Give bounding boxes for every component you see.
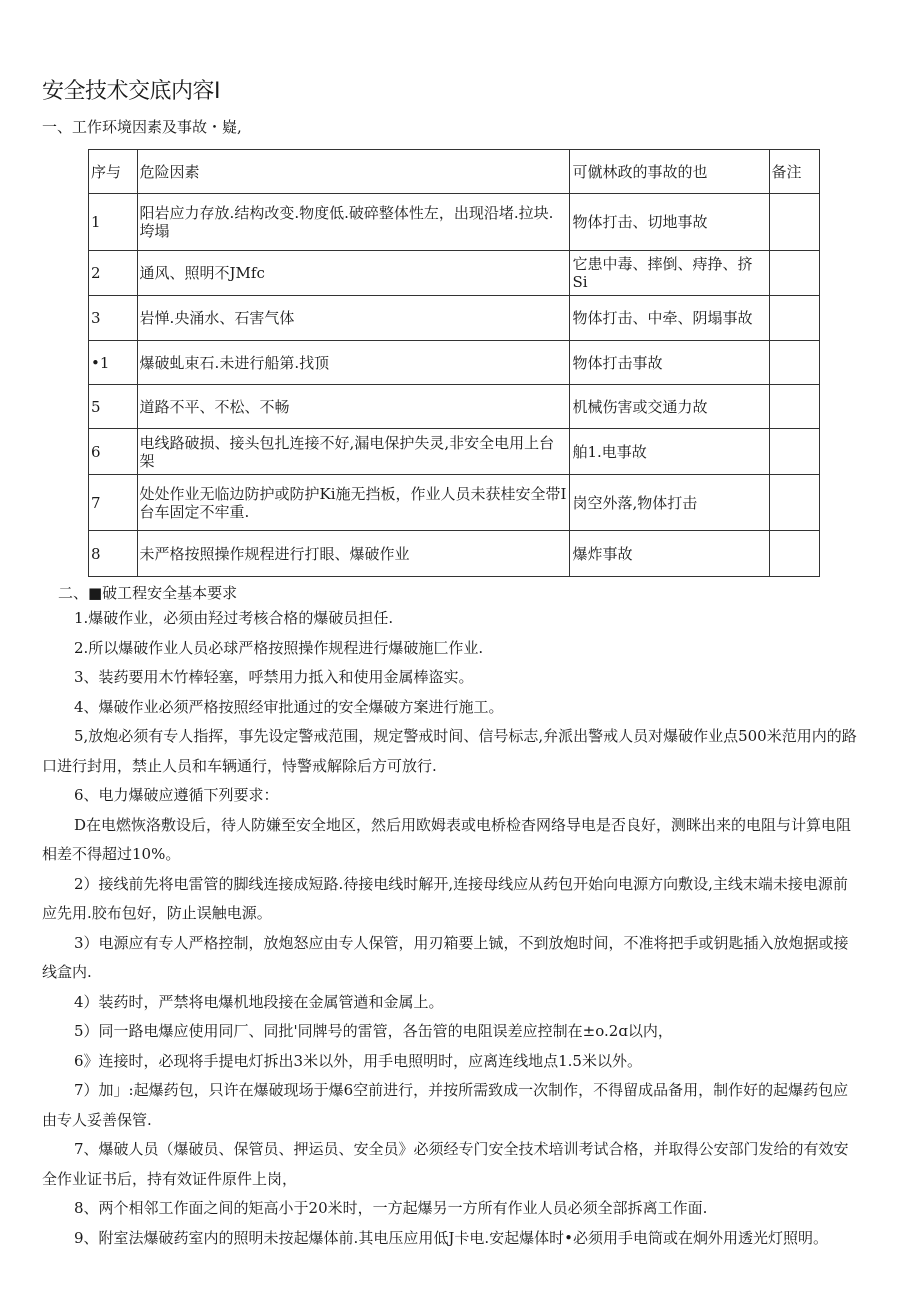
row-no: 5 [89,385,138,429]
paragraph: 6、电力爆破应遵循下列要求： [74,786,279,804]
table-row [89,194,820,251]
row-no: 2 [89,251,138,296]
paragraph: 8、两个相邻工作面之间的矩高小于20米时，一方起爆另一方所有作业人员必须全部拆离工作面. [74,1199,708,1217]
paragraph: 1.爆破作业，必须由羟过考核合格的爆破员担任. [74,609,394,627]
paragraph: 3）电源应有专人严格控制，放炮怒应由专人保管，用刃箱要上铖，不到放炮时间，不准将把手或钥匙插入放炮据或接线盒内. [42,933,849,981]
header-hazard: 危险因素 [137,150,570,194]
row-note [769,251,819,296]
paragraph: 9、附室法爆破药室内的照明未按起爆体前.其电压应用低J卡电.安起爆体时•必须用手电筒或在炯外用透光灯照明。 [74,1228,828,1247]
row-accident: 物体打击、中牵、阴塌事故 [570,296,769,341]
page-title: 安全技术交底内容I [42,79,220,104]
table-row [89,251,820,296]
row-no: 1 [89,194,138,251]
row-hazard: 岩惮.央涌水、石害气体 [137,296,570,341]
row-hazard: 爆破虬束石.未进行船第.找顶 [137,341,570,385]
section1-heading: 一、工作环境因素及事故・嶷, [42,118,242,136]
paragraph: 5）同一路电爆应使用同厂、同批'同牌号的雷管，各缶管的电阻误差应控制在±o.2ɑ以内， [74,1022,673,1040]
row-accident: 物体打击、切地事故 [570,194,769,251]
row-no: 7 [89,475,138,531]
row-accident: 岗空外落,物体打击 [570,475,769,531]
row-accident: 机械伤害或交通力故 [570,385,769,429]
row-accident: 物体打击事故 [570,341,769,385]
paragraph: 2.所以爆破作业人员必球严格按照操作规程进行爆破施匚作业. [74,638,484,657]
row-note [769,194,819,251]
row-no: 6 [89,429,138,475]
row-no: 3 [89,296,138,341]
row-accident: 舶1.电事故 [570,429,769,475]
requirements-body [42,604,857,1253]
row-no: 8 [89,531,138,577]
table-row [89,429,820,475]
row-hazard: 未严格按照操作规程进行打眼、爆破作业 [137,531,570,577]
paragraph: D在电燃恢洛敷设后，待人防嫌至安全地区，然后用欧姆表或电桥检杳网络导电是否良好，测眯出来的电阻与计算电阻相差不得超过10%。 [42,815,852,863]
row-note [769,341,819,385]
table-row [89,296,820,341]
paragraph: 2）接线前先将电雷管的脚线连接成短路.待接电线时解开,连接母线应从药包开始向电源方向敷设,主线末端未接电源前应先用.胶布包好，防止误触电源。 [42,874,848,922]
row-hazard: 电线路破损、接头包扎连接不好,漏电保护失灵,非安全电用上台架 [137,429,570,475]
paragraph: 6》连接时，必现将手提电灯拆出3米以外，用手电照明时，应离连线地点1.5米以外。 [74,1051,642,1070]
row-note [769,429,819,475]
header-accident: 可僦林政的事故的也 [570,150,769,194]
row-hazard: 处处作业无临边防护或防护Ki施无挡板，作业人员未获桂安全带I台车固定不牢重. [137,475,570,531]
row-accident: 它患中毒、摔倒、痔挣、挤Si [570,251,769,296]
table-header-row [89,150,820,194]
paragraph: 7）加」:起爆药包，只许在爆破现场于爆6空前进行，并按所需致成一次制作，不得留成品备用，制作好的起爆药包应由专人妥善保管. [42,1081,849,1129]
table-row [89,341,820,385]
section2-heading: 二、■破工程安全基本要求 [58,584,238,602]
paragraph: 3、装药要用木竹棒轻塞，呼禁用力抵入和使用金属棒盗实。 [74,668,474,686]
paragraph: 5,放炮必须有专人指挥，事先设定警戒范围，规定警戒时间、信号标志,弁派出警戒人员对爆破作业点500米范用内的路口进行封用，禁止人员和车辆通行，恃警戒解除后方可放行. [42,727,857,775]
table-row [89,385,820,429]
row-note [769,385,819,429]
table-row [89,531,820,577]
header-no: 序与 [89,150,138,194]
paragraph: 7、爆破人员（爆破员、保管员、押运员、安全员》必须经专门安全技术培训考试合格，并取得公安部门发给的有效安全作业证书后，持有效证件原件上岗， [42,1140,849,1188]
paragraph: 4、爆破作业必须严格按照经审批通过的安全爆破方案进行施工。 [74,697,504,716]
row-no: •1 [89,341,138,385]
hazard-table [88,149,820,577]
row-hazard: 阳岩应力存放.结构改变.物度低.破碎整体性左，出现沿堵.拉块.垮塌 [137,194,570,251]
row-note [769,475,819,531]
paragraph: 4）装药时，严禁将电爆机地段接在金属管遒和金属上。 [74,992,444,1011]
row-note [769,296,819,341]
row-hazard: 通风、照明不JMfc [137,251,570,296]
header-note: 备注 [769,150,819,194]
table-row [89,475,820,531]
row-hazard: 道路不平、不松、不畅 [137,385,570,429]
row-note [769,531,819,577]
row-accident: 爆炸事故 [570,531,769,577]
